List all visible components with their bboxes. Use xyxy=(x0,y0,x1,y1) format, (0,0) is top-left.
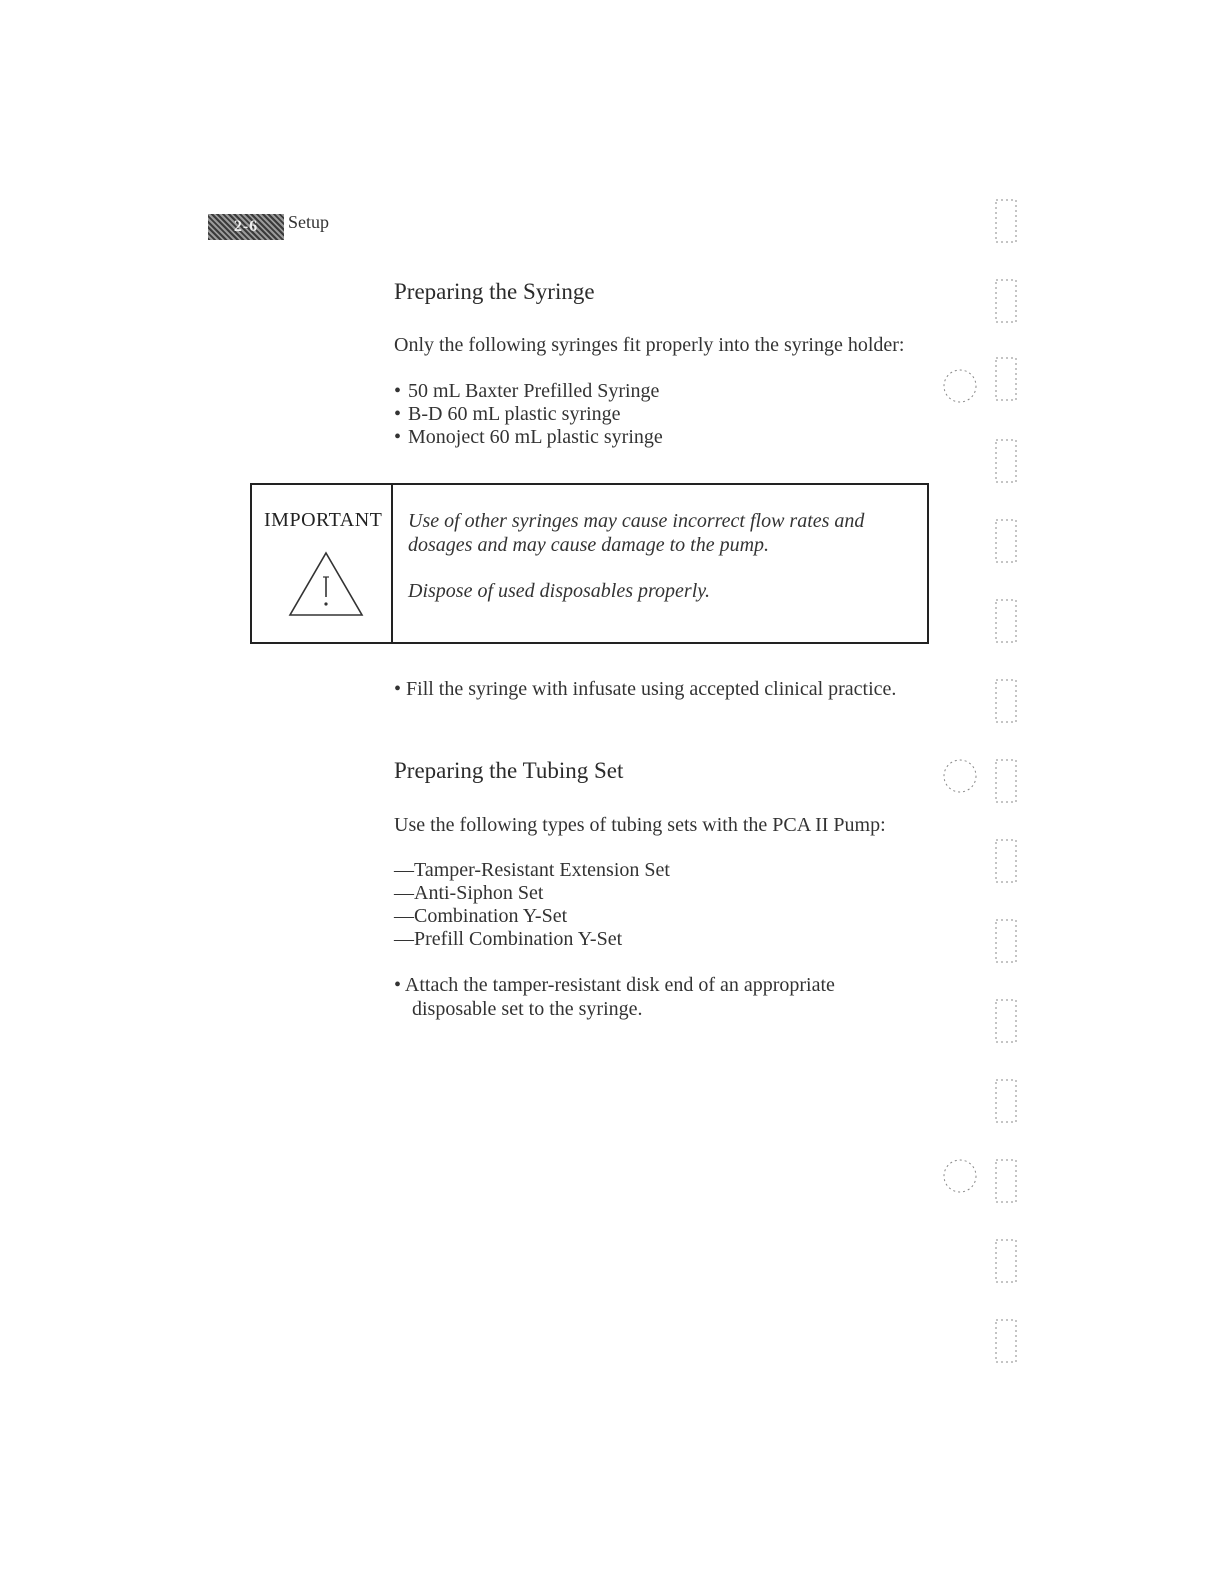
important-label: IMPORTANT xyxy=(264,509,383,531)
attach-step-line-2: disposable set to the syringe. xyxy=(412,998,643,1020)
attach-step-line-1: Attach the tamper-resistant disk end of an appropriate xyxy=(404,974,835,996)
tubing-intro: Use the following types of tubing sets with the PCA II Pump: xyxy=(394,814,886,836)
bullet-marker: • xyxy=(394,678,402,700)
important-text-disposables: Dispose of used disposables properly. xyxy=(408,580,711,602)
syringe-list xyxy=(394,380,663,449)
tubing-section-title: Preparing the Tubing Set xyxy=(394,758,624,783)
syringe-section-title: Preparing the Syringe xyxy=(394,279,595,304)
bullet-marker: • xyxy=(394,974,402,996)
attach-disposable-step xyxy=(394,973,835,1021)
tubing-list xyxy=(394,859,670,951)
bullet-marker: • xyxy=(394,403,402,425)
list-item: • 50 mL Baxter Prefilled Syringe xyxy=(394,380,660,402)
binder-margin-marks xyxy=(938,190,1028,1390)
bullet-marker: • xyxy=(394,426,402,448)
list-item: • Monoject 60 mL plastic syringe xyxy=(394,426,663,448)
list-item: —Anti-Siphon Set xyxy=(394,882,544,904)
list-item: • B-D 60 mL plastic syringe xyxy=(394,403,621,425)
bullet-marker: • xyxy=(394,380,402,402)
fill-step-text: Fill the syringe with infusate using accepted clinical practice. xyxy=(406,678,897,700)
warning-triangle-icon xyxy=(288,551,364,619)
list-item: —Combination Y-Set xyxy=(394,905,568,927)
divider xyxy=(391,485,393,642)
list-item: —Prefill Combination Y-Set xyxy=(394,928,623,950)
fill-syringe-step xyxy=(394,677,896,701)
important-notice-box xyxy=(250,483,929,644)
important-text-syringes: Use of other syringes may cause incorrect flow rates and dosages and may cause damage to the pump. xyxy=(408,510,865,556)
list-item: —Tamper-Resistant Extension Set xyxy=(394,859,670,881)
page-number-tab: 2-6 xyxy=(208,214,284,240)
syringe-intro: Only the following syringes fit properly into the syringe holder: xyxy=(394,334,905,356)
section-label: Setup xyxy=(288,212,330,232)
